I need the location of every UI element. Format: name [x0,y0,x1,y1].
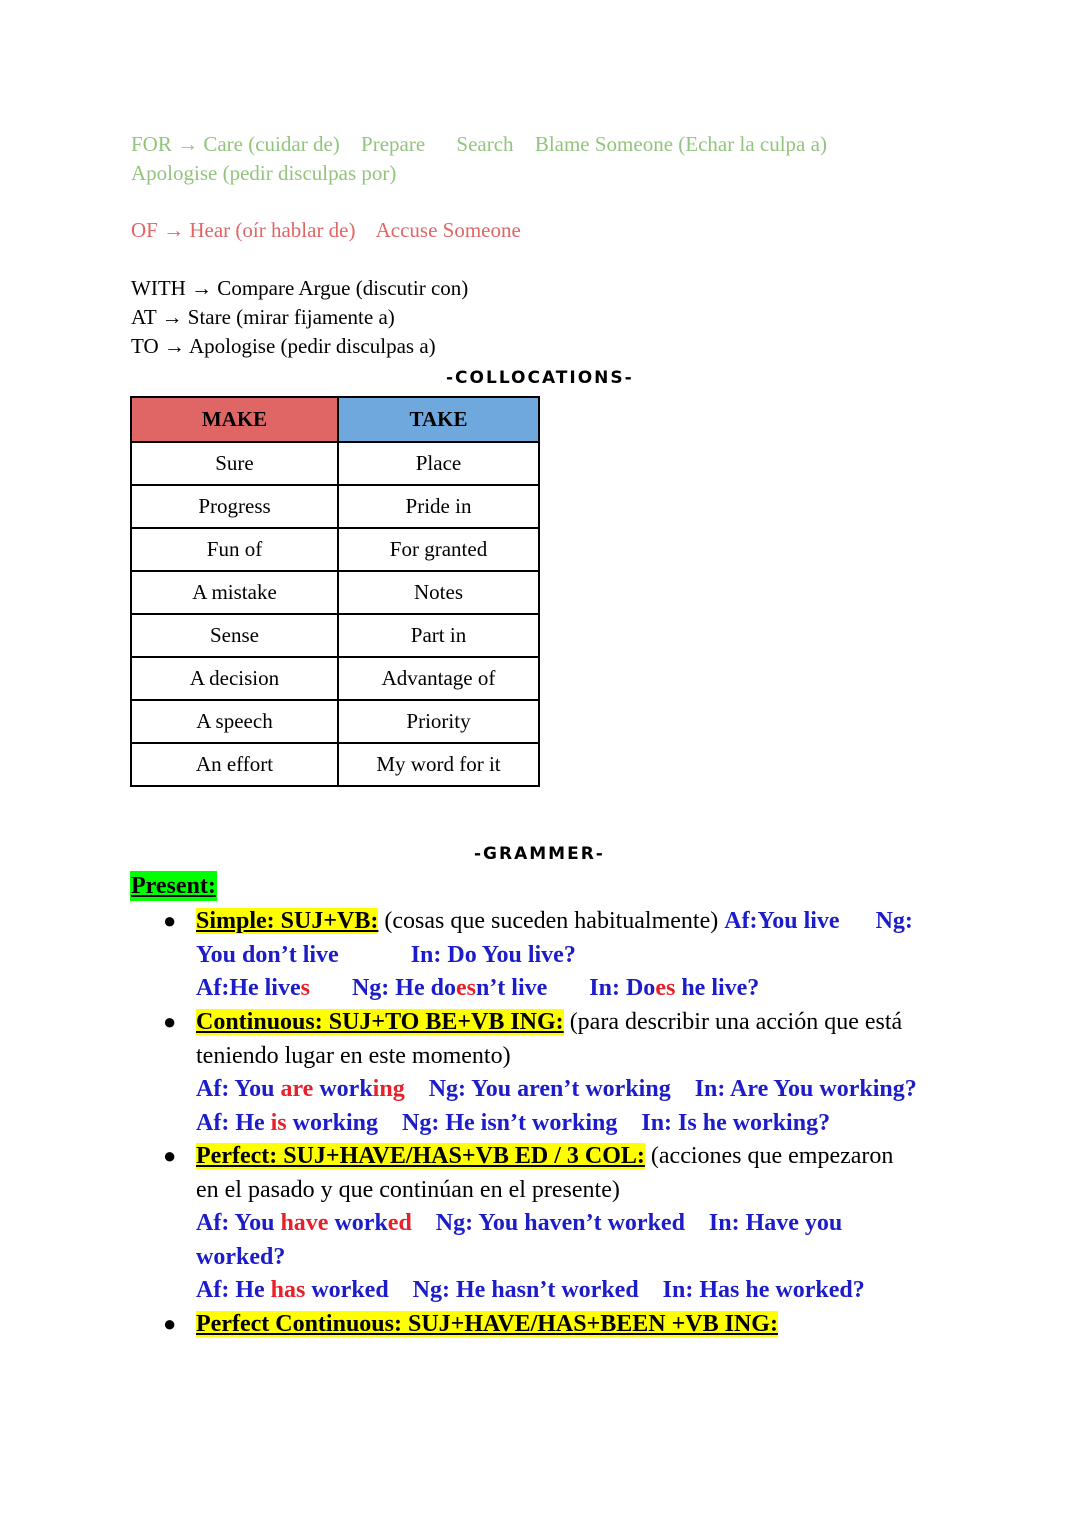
perfect-line-5 [196,1274,865,1306]
simple-desc: (cosas que suceden habitualmente) [384,908,719,934]
perfect-af2c: worked [311,1277,389,1303]
simple-ng2a: Ng: He do [351,975,456,1001]
perfect-af1d: ed [387,1210,412,1236]
perfect-in1b: worked? [196,1244,286,1270]
take-cell: Place [338,442,539,485]
make-cell: Sure [131,442,338,485]
simple-af1: Af:You live [724,908,840,934]
take-header: TAKE [338,397,539,442]
continuous-line-1 [196,1006,902,1038]
make-cell: Sense [131,614,338,657]
perfect-line-2: en el pasado y que continúan en el presente) [196,1177,620,1203]
simple-af2a: Af:He live [196,975,301,1001]
continuous-af1d: ing [372,1076,405,1102]
simple-line-1 [196,905,913,937]
table-row [131,657,539,700]
for-prepare: Prepare [361,132,426,156]
present-label: Present: [131,873,216,899]
of-accuse: Accuse Someone [375,218,521,242]
simple-in2c: he live? [681,975,760,1001]
table-row [131,571,539,614]
continuous-af1c: work [319,1076,373,1102]
continuous-title: Continuous: SUJ+TO BE+VB ING: [196,1009,564,1035]
perfect-desc-1: (acciones que empezaron [650,1143,894,1169]
perfect-af2a: Af: He [196,1277,265,1303]
collocations-table [130,396,540,787]
perfect-in1: In: Have you [708,1210,843,1236]
bullet-icon: ● [163,908,177,933]
continuous-af2c: working [292,1110,379,1136]
perfect-af1a: Af: You [196,1210,275,1236]
perfect-af2b: has [270,1277,306,1303]
continuous-ng1: Ng: You aren’t working [428,1076,671,1102]
simple-in2b: es [655,975,676,1001]
make-cell: A mistake [131,571,338,614]
take-cell: Notes [338,571,539,614]
continuous-af1a: Af: You [196,1076,275,1102]
continuous-af2a: Af: He [196,1110,265,1136]
simple-in1: In: Do You live? [410,942,576,968]
simple-in2a: In: Do [589,975,656,1001]
perfect-ng2: Ng: He hasn’t worked [412,1277,639,1303]
at-line: AT → Stare (mirar fijamente a) [131,305,395,329]
with-line: WITH → Compare Argue (discutir con) [131,276,469,300]
for-line-1 [131,130,827,158]
make-header: MAKE [131,397,338,442]
continuous-line-4 [196,1107,830,1139]
table-row [131,743,539,786]
for-care: FOR → Care (cuidar de) [131,132,340,156]
bullet-icon: ● [163,1311,177,1336]
table-row [131,442,539,485]
simple-ng1b: You don’t live [196,942,339,968]
continuous-desc-1: (para describir una acción que está [569,1009,903,1035]
take-cell: For granted [338,528,539,571]
continuous-af2b: is [270,1110,287,1136]
simple-ng1: Ng: [875,908,913,934]
simple-ng2c: n’t live [475,975,548,1001]
simple-af2b: s [300,975,310,1001]
simple-title: Simple: SUJ+VB: [196,908,379,934]
perfect-in2: In: Has he worked? [662,1277,865,1303]
take-cell: Advantage of [338,657,539,700]
bullet-icon: ● [163,1009,177,1034]
take-cell: Part in [338,614,539,657]
continuous-line-2: teniendo lugar en este momento) [196,1043,511,1069]
continuous-ng2: Ng: He isn’t working [402,1110,618,1136]
continuous-in2: In: Is he working? [641,1110,831,1136]
perfect-ng1: Ng: You haven’t worked [435,1210,685,1236]
grammar-heading: -GRAMMER- [474,844,605,864]
collocations-heading: -COLLOCATIONS- [446,368,634,388]
table-row [131,614,539,657]
table-row [131,700,539,743]
simple-line-2 [196,939,576,971]
for-blame: Blame Someone (Echar la culpa a) [534,132,827,156]
perfect-line-4 [196,1241,285,1273]
make-cell: A speech [131,700,338,743]
for-line-2: Apologise (pedir disculpas por) [131,161,397,185]
continuous-af1b: are [280,1076,314,1102]
of-line [131,216,521,244]
make-cell: Progress [131,485,338,528]
perfect-line-1 [196,1140,893,1172]
make-cell: An effort [131,743,338,786]
continuous-line-3 [196,1073,917,1105]
make-cell: A decision [131,657,338,700]
to-line: TO → Apologise (pedir disculpas a) [131,334,436,358]
simple-ng2b: es [455,975,476,1001]
perfect-af1c: work [334,1210,388,1236]
perfect-line-3 [196,1207,842,1239]
table-row [131,485,539,528]
simple-line-3 [196,972,759,1004]
perfect-continuous-line-1 [196,1308,778,1340]
for-search: Search [456,132,514,156]
table-row [131,528,539,571]
bullet-icon: ● [163,1143,177,1168]
perfect-af1b: have [280,1210,329,1236]
continuous-in1: In: Are You working? [694,1076,917,1102]
make-cell: Fun of [131,528,338,571]
take-cell: Pride in [338,485,539,528]
take-cell: My word for it [338,743,539,786]
perfect-title: Perfect: SUJ+HAVE/HAS+VB ED / 3 COL: [196,1143,645,1169]
perfect-continuous-title: Perfect Continuous: SUJ+HAVE/HAS+BEEN +VB ING: [196,1311,778,1337]
take-cell: Priority [338,700,539,743]
of-hear: OF → Hear (oír hablar de) [131,218,356,242]
